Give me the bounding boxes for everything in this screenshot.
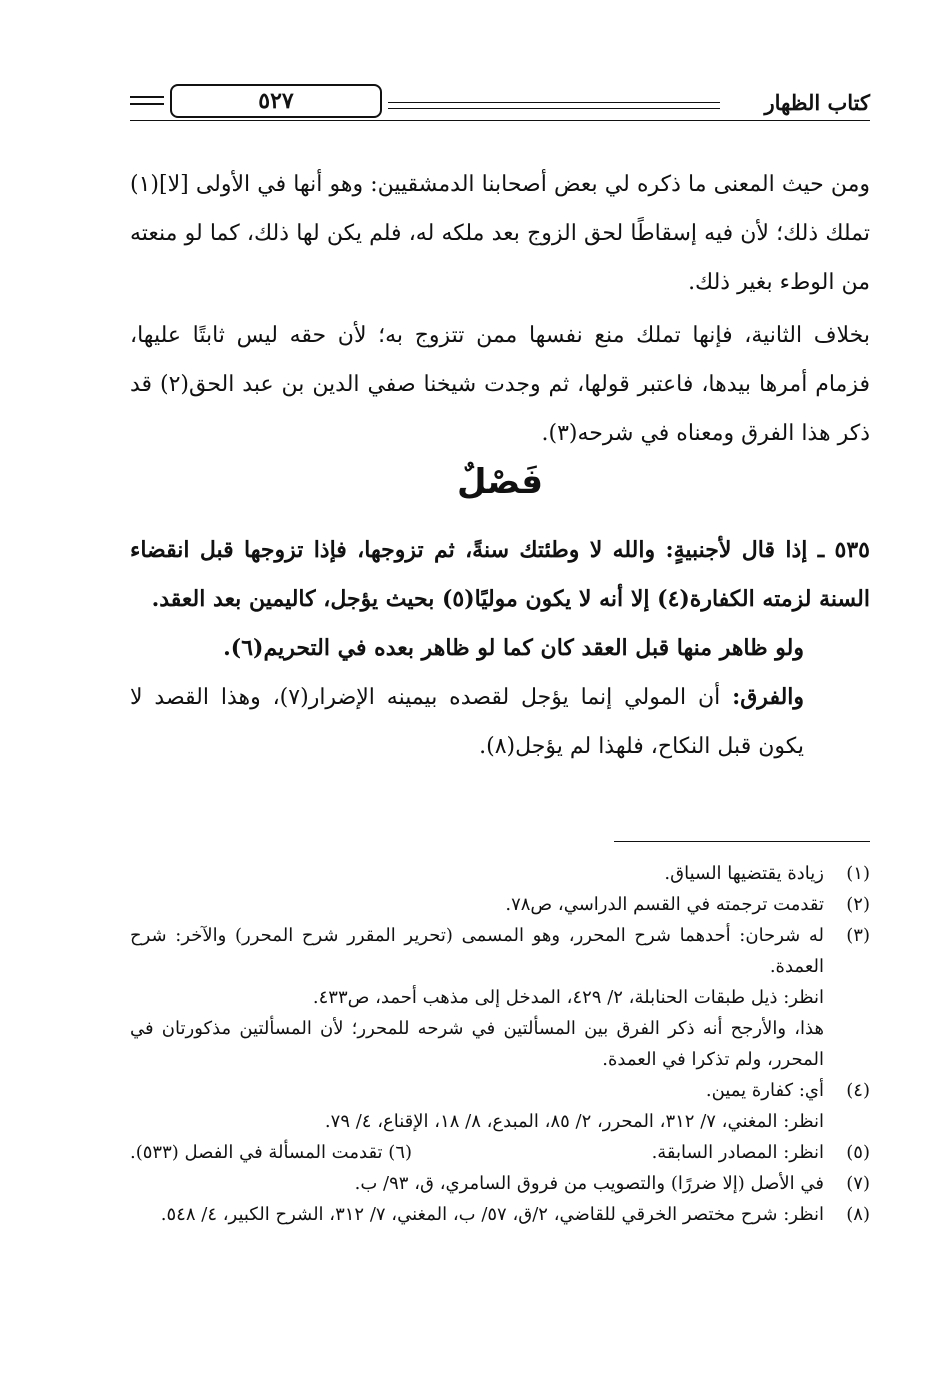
footnote-line: انظر: المغني، ٧/ ٣١٢، المحرر، ٢/ ٨٥، المبدع، ٨/ ١٨، الإقناع، ٤/ ٧٩. (324, 1111, 824, 1132)
footnote-line: انظر: ذيل طبقات الحنابلة، ٢/ ٤٢٩، المدخل إلى مذهب أحمد، ص٤٣٣. (312, 987, 824, 1008)
footnotes (130, 858, 870, 1230)
footnote-8 (130, 1199, 870, 1230)
book-title: كتاب الظهار (764, 90, 870, 115)
footnote-marker: (٨) (846, 1204, 870, 1225)
header-rule (388, 102, 720, 109)
footnote-line: انظر: شرح مختصر الخرقي للقاضي، ٢/ق، ٥٧/ ب، المغني، ٧/ ٣١٢، الشرح الكبير، ٤/ ٥٤٨. (160, 1204, 824, 1225)
footnote-3 (130, 920, 870, 1075)
footnote-line: زيادة يقتضيها السياق. (664, 863, 824, 884)
footnote-line: تقدمت ترجمته في القسم الدراسي، ص٧٨. (505, 894, 824, 915)
footnote-marker: (٦) (388, 1142, 413, 1163)
footnote-7 (130, 1168, 870, 1199)
footnote-marker: (٥) (846, 1142, 870, 1163)
header-underline (130, 120, 870, 121)
ruling-body: إذا قال لأجنبيةٍ: والله لا وطئتك سنةً، ثم تزوجها، فإذا تزوجها قبل انقضاء السنة لزمته الكفارة(٤) إلا أنه لا يكون موليًا(٥) بحيث يؤجل، كاليمين بعد العقد. (130, 537, 870, 612)
body-text (130, 160, 870, 458)
footnote-line: تقدمت المسألة في الفصل (٥٣٣). (130, 1142, 383, 1163)
footnote-marker: (٣) (846, 925, 870, 946)
footnote-4 (130, 1075, 870, 1137)
footnote-2 (130, 889, 870, 920)
footnote-line: في الأصل (إلا ضررًا) والتصويب من فروق السامري، ق، ٩٣/ ب. (354, 1173, 824, 1194)
page-number: ٥٢٧ (170, 84, 382, 118)
difference-text: أن المولي إنما يؤجل لقصده بيمينه الإضرار(٧)، وهذا القصد لا يكون قبل النكاح، فلهذا لم يؤجل(٨). (130, 685, 804, 759)
footnote-inline (130, 1137, 412, 1168)
footnote-5-6 (130, 1137, 870, 1168)
footnote-marker: (٢) (846, 894, 870, 915)
ruling-text (130, 526, 870, 624)
page-header (130, 82, 870, 126)
header-rule-short (130, 96, 164, 105)
footnote-line: هذا، والأرجح أنه ذكر الفرق بين المسألتين في شرحه للمحرر؛ لأن المسألتين مذكورتان في المحرر، ولم تذكرا في العمدة. (130, 1018, 824, 1070)
footnote-1 (130, 858, 870, 889)
ruling-number: ٥٣٥ ـ (817, 537, 870, 563)
footnote-line: أي: كفارة يمين. (705, 1080, 824, 1101)
footnote-marker: (١) (846, 863, 870, 884)
paragraph: بخلاف الثانية، فإنها تملك منع نفسها ممن تتزوج به؛ لأن حقه ليس ثابتًا عليها، فزمام أمرها بيدها، فاعتبر قولها، ثم وجدت شيخنا صفي الدين بن عبد الحق(٢) قد ذكر هذا الفرق ومعناه في شرحه(٣). (130, 323, 870, 446)
difference-paragraph (130, 673, 870, 771)
footnote-line: انظر: المصادر السابقة. (651, 1142, 824, 1163)
ruling-block (130, 526, 870, 771)
difference-label: والفرق: (732, 684, 805, 710)
paragraph: ومن حيث المعنى ما ذكره لي بعض أصحابنا الدمشقيين: وهو أنها في الأولى [لا](١) تملك ذلك؛ لأن فيه إسقاطًا لحق الزوج بعد ملكه له، فلم يكن لها ذلك، كما لو منعته من الوطء بغير ذلك. (130, 172, 870, 295)
footnote-marker: (٧) (846, 1173, 870, 1194)
ruling-second: ولو ظاهر منها قبل العقد كان كما لو ظاهر بعده في التحريم(٦). (223, 635, 804, 661)
footnote-separator (614, 841, 870, 842)
section-heading: فَصْلٌ (456, 462, 544, 502)
footnote-marker: (٤) (846, 1080, 870, 1101)
footnote-pair (130, 1137, 824, 1168)
footnote-line: له شرحان: أحدهما شرح المحرر، وهو المسمى (تحرير المقرر شرح المحرر) والآخر: شرح العمدة. (130, 925, 824, 977)
